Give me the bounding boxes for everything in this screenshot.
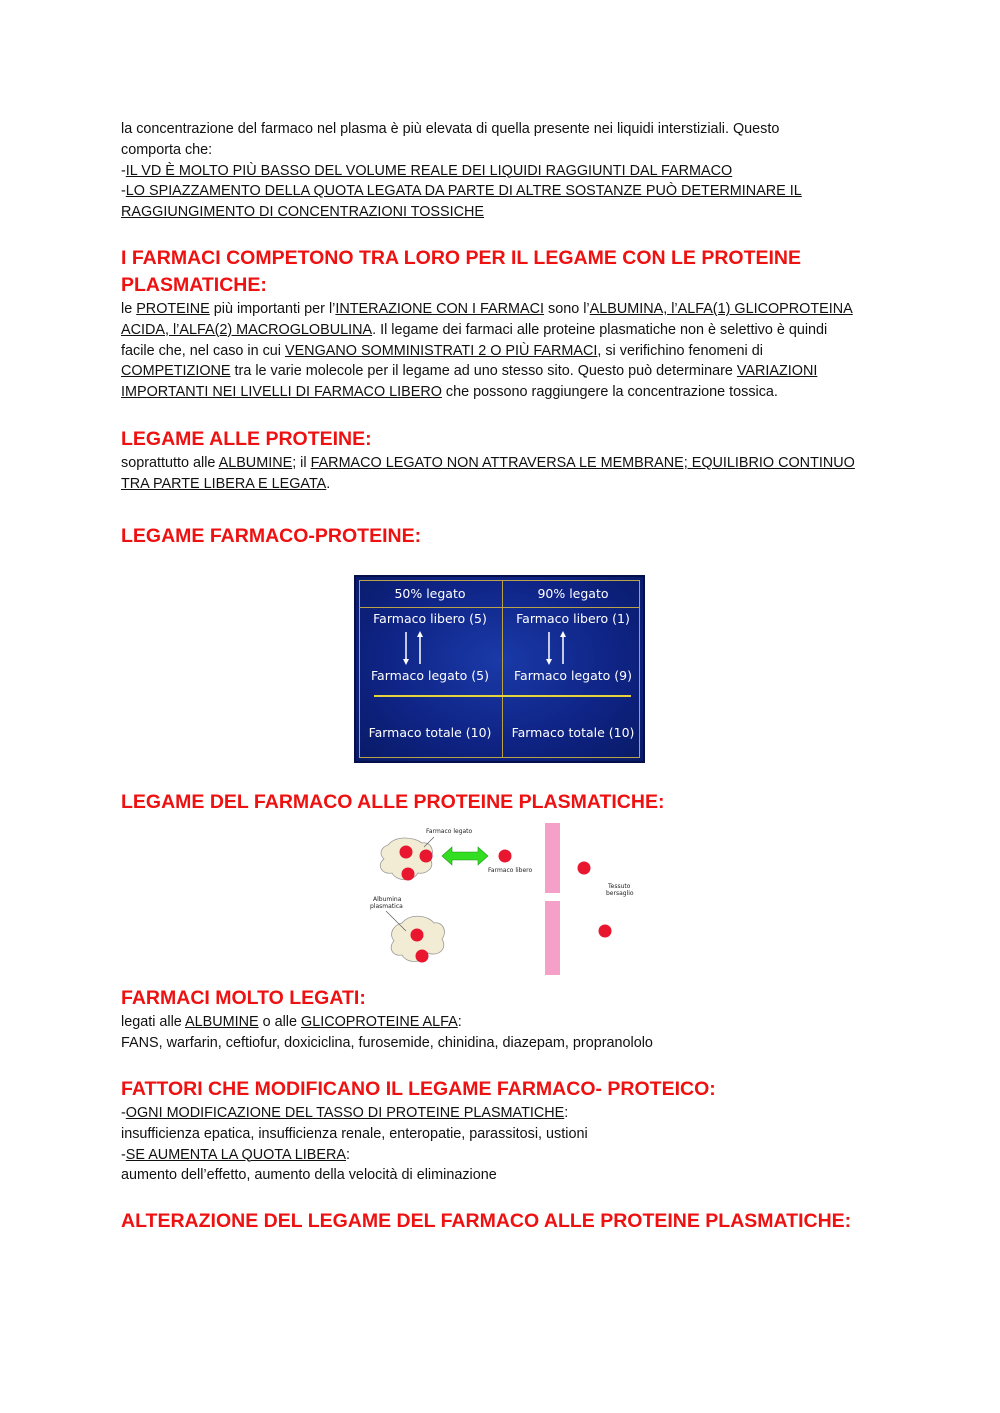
table-frame (359, 580, 640, 758)
tissue-drug-dot (599, 925, 612, 938)
tissue-drug-dot (578, 862, 591, 875)
underlined-text: OGNI MODIFICAZIONE DEL TASSO DI PROTEINE PLASMATICHE (125, 1105, 565, 1121)
equilibrium-arrow-icon (442, 847, 488, 865)
section-heading: I FARMACI COMPETONO TRA LORO PER IL LEGAME CON LE PROTEINE (121, 247, 802, 269)
body-line: le PROTEINE più importanti per l’INTERAZIONE CON I FARMACI sono l’ALBUMINA, l’ALFA(1) GLICOPROTEINA (121, 301, 853, 317)
table-col2-header: 90% legato (537, 586, 609, 601)
underlined-text: IMPORTANTI NEI LIVELLI DI FARMACO LIBERO (121, 384, 442, 401)
section-modifying-factors (121, 1075, 861, 1186)
intro-bullet-cont (121, 202, 861, 223)
body-line: insufficienza epatica, insufficienza renale, enteropatie, parassitosi, ustioni (121, 1125, 588, 1142)
body-line: -SE AUMENTA LA QUOTA LIBERA: (121, 1146, 350, 1163)
intro-line: comporta che: (121, 141, 213, 158)
section-heading: LEGAME ALLE PROTEINE: (121, 428, 372, 450)
section-protein-binding (121, 425, 861, 495)
underlined-text: RAGGIUNGIMENTO DI CONCENTRAZIONI TOSSICHE (121, 204, 484, 221)
body-line: -OGNI MODIFICAZIONE DEL TASSO DI PROTEINE PLASMATICHE: (121, 1105, 569, 1121)
intro-bullet (121, 161, 861, 182)
section-heading-cont: PLASMATICHE: (121, 274, 267, 296)
body-line: aumento dell’effetto, aumento della velocità di eliminazione (121, 1167, 497, 1184)
body-line: IMPORTANTI NEI LIVELLI DI FARMACO LIBERO che possono raggiungere la concentrazione tossica. (121, 384, 778, 401)
body-line: legati alle ALBUMINE o alle GLICOPROTEINE ALFA: (121, 1014, 462, 1030)
intro-line: la concentrazione del farmaco nel plasma è più elevata di quella presente nei liquidi interstiziali. Questo (121, 121, 780, 137)
underlined-text: ALBUMINE (218, 455, 293, 471)
section-drug-protein (121, 522, 861, 550)
label-tissue: Tessuto (608, 883, 631, 890)
underlined-text: GLICOPROTEINE ALFA (301, 1014, 458, 1030)
bound-drug-dot (411, 929, 424, 942)
underlined-text: LO SPIAZZAMENTO DELLA QUOTA LEGATA DA PARTE DI ALTRE SOSTANZE PUÒ DETERMINARE IL (125, 183, 802, 200)
label-free-drug: Farmaco libero (488, 867, 533, 874)
label-albumin-cont: plasmatica (370, 903, 403, 910)
table-col2-bound: Farmaco legato (9) (514, 668, 632, 683)
section-heading: FARMACI MOLTO LEGATI: (121, 987, 366, 1009)
table-col2-free: Farmaco libero (1) (516, 611, 630, 626)
section-heading: FATTORI CHE MODIFICANO IL LEGAME FARMACO- PROTEICO: (121, 1078, 716, 1100)
section-heading: LEGAME DEL FARMACO ALLE PROTEINE PLASMATICHE: (121, 791, 665, 813)
underlined-text: INTERAZIONE CON I FARMACI (335, 301, 545, 317)
table-separator-line (374, 695, 631, 697)
section-alteration (121, 1207, 861, 1235)
section-competition (121, 244, 861, 403)
bound-drug-dot (416, 950, 429, 963)
bound-drug-dot (402, 868, 415, 881)
bullet-dash: - (121, 183, 126, 200)
body-line: soprattutto alle ALBUMINE; il FARMACO LEGATO NON ATTRAVERSA LE MEMBRANE; EQUILIBRIO CONTINUO (121, 455, 855, 471)
bound-drug-dot (420, 850, 433, 863)
underlined-text: TRA PARTE LIBERA E LEGATA (121, 475, 327, 492)
section-heading: ALTERAZIONE DEL LEGAME DEL FARMACO ALLE PROTEINE PLASMATICHE: (121, 1210, 852, 1232)
section-heading: LEGAME FARMACO-PROTEINE: (121, 525, 422, 547)
table-col1-header: 50% legato (394, 586, 466, 601)
equilibrium-arrows-icon (398, 630, 428, 666)
table-col2-total: Farmaco totale (10) (511, 725, 635, 740)
underlined-text: COMPETIZIONE (121, 363, 231, 380)
body-line: TRA PARTE LIBERA E LEGATA. (121, 475, 331, 492)
underlined-text: FARMACO LEGATO NON ATTRAVERSA LE MEMBRANE; EQUILIBRIO CONTINUO (310, 455, 855, 471)
section-plasma-binding (121, 788, 861, 816)
body-line: ACIDA, l’ALFA(2) MACROGLOBULINA. Il legame dei farmaci alle proteine plasmatiche non è selettivo è quindi (121, 321, 828, 338)
table-col1-bound: Farmaco legato (5) (371, 668, 489, 683)
free-drug-dot (499, 850, 512, 863)
intro-bullet (121, 181, 861, 202)
underlined-text: IL VD È MOLTO PIÙ BASSO DEL VOLUME REALE DEI LIQUIDI RAGGIUNTI DAL FARMACO (125, 162, 733, 179)
body-line: facile che, nel caso in cui VENGANO SOMMINISTRATI 2 O PIÙ FARMACI, si verifichino fenomeni di (121, 342, 763, 359)
bullet-dash: - (121, 162, 126, 179)
binding-table-image (354, 575, 645, 763)
equilibrium-arrows-icon (541, 630, 571, 666)
label-tissue-cont: bersaglio (606, 890, 634, 897)
membrane-segment (545, 901, 560, 975)
underlined-text: ALBUMINE (185, 1014, 259, 1030)
intro-paragraph (121, 119, 861, 223)
table-col1-free: Farmaco libero (5) (373, 611, 487, 626)
albumin-binding-diagram (366, 823, 641, 978)
table-col1-total: Farmaco totale (10) (368, 725, 492, 740)
underlined-text: ACIDA, l’ALFA(2) MACROGLOBULINA (121, 321, 373, 338)
underlined-text: PROTEINE (136, 301, 210, 317)
membrane-segment (545, 823, 560, 893)
bound-drug-dot (400, 846, 413, 859)
underlined-text: VARIAZIONI (736, 363, 818, 380)
label-bound-drug: Farmaco legato (426, 828, 473, 835)
label-albumin: Albumina (373, 896, 402, 903)
body-line: FANS, warfarin, ceftiofur, doxiciclina, furosemide, chinidina, diazepam, propranololo (121, 1034, 653, 1051)
body-line: COMPETIZIONE tra le varie molecole per il legame ad uno stesso sito. Questo può determinare VARIAZIONI (121, 363, 818, 380)
underlined-text: SE AUMENTA LA QUOTA LIBERA (125, 1146, 346, 1163)
section-highly-bound (121, 984, 861, 1054)
diagram-graphics (366, 823, 641, 978)
underlined-text: VENGANO SOMMINISTRATI 2 O PIÙ FARMACI (284, 342, 598, 359)
table-divider (360, 607, 639, 608)
underlined-text: ALBUMINA, l’ALFA(1) GLICOPROTEINA (589, 301, 853, 317)
